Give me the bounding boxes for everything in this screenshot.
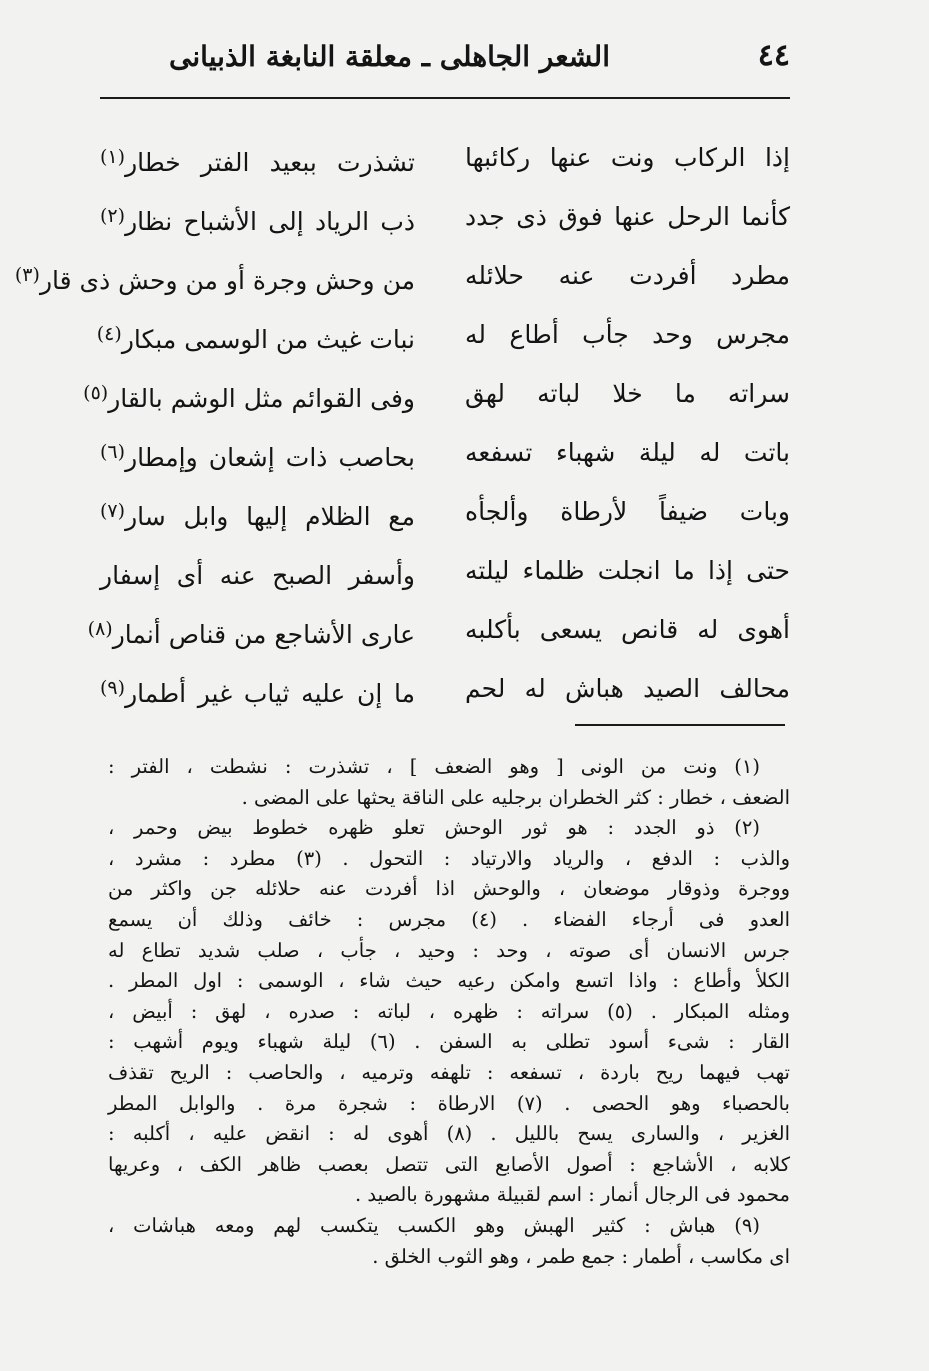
header-divider bbox=[100, 97, 790, 99]
page-number: ٤٤ bbox=[757, 38, 790, 73]
page-header bbox=[100, 38, 790, 88]
verse-second-text: ذب الرياد إلى الأشباح نظار bbox=[125, 207, 415, 236]
verse-first-hemistich: باتت له ليلة شهباء تسفعه bbox=[465, 438, 790, 467]
verse-second-hemistich bbox=[14, 246, 415, 310]
verse-second-text: تشذرت ببعيد الفتر خطار bbox=[125, 148, 415, 177]
footnote-ref: (٥) bbox=[83, 382, 109, 404]
footnote-line: الكلأ وأطاع : واذا اتسع وامكن رعيه حيث شاء ، الوسمى : اول المطر . bbox=[108, 969, 790, 993]
footnote-line: الضعف ، خطار : كثر الخطران برجليه على الناقة يحثها على المضى . bbox=[241, 785, 790, 809]
verse-second-text: بحاصب ذات إشعان وإمطار bbox=[125, 443, 415, 472]
footnote-line: (٩) هباش : كثير الهبش وهو الكسب يتكسب لهم ومعه هباشات ، bbox=[108, 1213, 760, 1237]
poem-verses bbox=[14, 128, 790, 718]
footnote-line: ومثله المبكار . (٥) سراته : ظهره ، لباته : صدره ، لهق : أبيض ، bbox=[108, 999, 790, 1023]
verse-row bbox=[96, 305, 790, 364]
footnote-ref: (٣) bbox=[14, 264, 40, 286]
verse-second-text: نبات غيث من الوسمى مبكار bbox=[121, 325, 415, 354]
verse-second-hemistich bbox=[96, 305, 415, 369]
verse-second-hemistich bbox=[83, 364, 415, 428]
footnote-ref: (٢) bbox=[100, 205, 126, 227]
footnote-line: جرس الانسان أى صوته ، وحد : وحيد ، جأب ، صلب شديد تطاع له bbox=[108, 938, 790, 962]
verse-second-hemistich bbox=[100, 423, 415, 487]
verse-first-hemistich: مطرد أفردت عنه حلائله bbox=[465, 261, 790, 290]
verse-row bbox=[100, 423, 790, 482]
verse-second-hemistich bbox=[100, 659, 415, 723]
verse-first-hemistich: مجرس وحد جأب أطاع له bbox=[465, 320, 790, 349]
verse-second-text: عارى الأشاجع من قناص أنمار bbox=[112, 620, 415, 649]
footnotes bbox=[108, 752, 790, 1272]
verse-second-hemistich bbox=[100, 541, 415, 605]
footnote-ref: (١) bbox=[100, 146, 126, 168]
verse-first-hemistich: سراته ما خلا لباته لهق bbox=[465, 379, 790, 408]
verse-row bbox=[100, 187, 790, 246]
footnote-line: القار : شىء أسود تطلى به السفن . (٦) ليلة شهباء ويوم أشهب : bbox=[108, 1030, 790, 1054]
verse-row bbox=[100, 541, 790, 600]
verse-first-hemistich: حتى إذا ما انجلت ظلماء ليلته bbox=[465, 556, 790, 585]
verse-row bbox=[83, 364, 790, 423]
footnote-line: بالحصباء وهو الحصى . (٧) الارطاة : شجرة مرة . والوابل المطر bbox=[108, 1091, 790, 1115]
verse-second-text: ما إن عليه ثياب غير أطمار bbox=[125, 679, 415, 708]
footnote-line: كلابه ، الأشاجع : أصول الأصابع التى تتصل بعصب ظاهر الكف ، وعريها bbox=[108, 1152, 790, 1176]
verse-first-hemistich: كأنما الرحل عنها فوق ذى جدد bbox=[465, 202, 790, 231]
footnotes-divider bbox=[575, 724, 785, 726]
footnote-line: الغزير ، والسارى يسح بالليل . (٨) أهوى له : انقض عليه ، أكلبه : bbox=[108, 1122, 790, 1146]
verse-row bbox=[100, 659, 790, 718]
verse-row bbox=[100, 128, 790, 187]
verse-first-hemistich: إذا الركاب ونت عنها ركائبها bbox=[465, 143, 790, 172]
footnote-ref: (٨) bbox=[87, 618, 113, 640]
verse-second-text: وأسفر الصبح عنه أى إسفار bbox=[100, 561, 415, 590]
verse-second-text: مع الظلام إليها وابل سار bbox=[125, 502, 415, 531]
footnote-ref: (٤) bbox=[96, 323, 122, 345]
verse-second-text: من وحش وجرة أو من وحش ذى قار bbox=[39, 266, 415, 295]
verse-row bbox=[87, 600, 790, 659]
verse-first-hemistich: وبات ضيفاً لأرطاة وألجأه bbox=[465, 497, 790, 526]
verse-second-hemistich bbox=[100, 128, 415, 192]
verse-second-hemistich bbox=[100, 482, 415, 546]
verse-second-hemistich bbox=[100, 187, 415, 251]
footnote-ref: (٧) bbox=[100, 500, 126, 522]
footnote-ref: (٩) bbox=[100, 677, 126, 699]
footnote-line: ووجرة وذوقار موضعان ، والوحش اذا أفردت عنه حلائله جن واكثر من bbox=[108, 877, 790, 901]
verse-row bbox=[14, 246, 790, 305]
footnote-line: محمود فى الرجال أنمار : اسم لقبيلة مشهورة بالصيد . bbox=[354, 1183, 790, 1207]
verse-first-hemistich: محالف الصيد هباش له لحم bbox=[465, 674, 790, 703]
footnote-line: (١) ونت من الونى [ وهو الضعف ] ، تشذرت : نشطت ، الفتر : bbox=[108, 755, 760, 778]
footnote-ref: (٦) bbox=[100, 441, 126, 463]
footnote-line: (٢) ذو الجدد : هو ثور الوحش تعلو ظهره خطوط بيض وحمر ، bbox=[108, 816, 760, 840]
verse-second-hemistich bbox=[87, 600, 415, 664]
verse-row bbox=[100, 482, 790, 541]
verse-second-text: وفى القوائم مثل الوشم بالقار bbox=[108, 384, 415, 413]
footnote-line: اى مكاسب ، أطمار : جمع طمر ، وهو الثوب الخلق . bbox=[372, 1244, 790, 1268]
footnote-line: العدو فى أرجاء الفضاء . (٤) مجرس : خائف وذلك أن يسمع bbox=[108, 907, 790, 931]
running-title: الشعر الجاهلى ـ معلقة النابغة الذبيانى bbox=[169, 40, 610, 73]
footnote-line: تهب فيهما ريح باردة ، تسفعه : تلهفه وترميه ، والحاصب : الريح تقذف bbox=[108, 1060, 790, 1084]
footnote-line: والذب : الدفع ، والرياد والارتياد : التحول . (٣) مطرد : مشرد ، bbox=[108, 846, 790, 870]
verse-first-hemistich: أهوى له قانص يسعى بأكلبه bbox=[465, 615, 790, 644]
